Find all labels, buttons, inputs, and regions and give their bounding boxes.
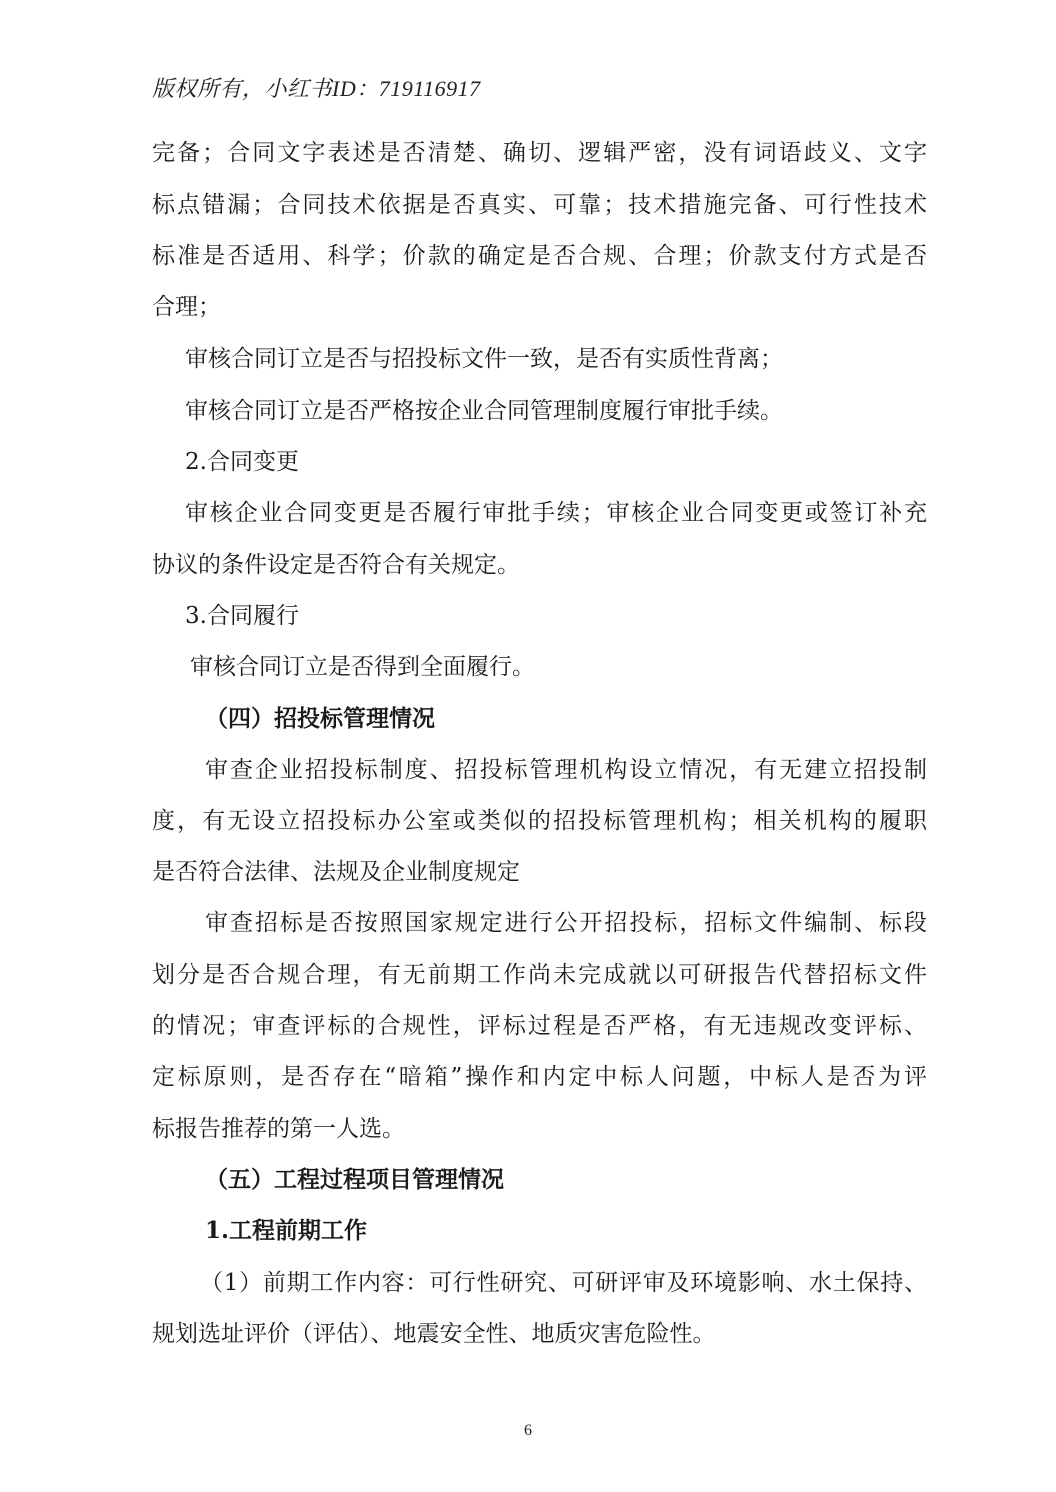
paragraph-line: 审核企业合同变更是否履行审批手续；审核企业合同变更或签订补充: [185, 500, 927, 526]
paragraph-line: （1）前期工作内容：可行性研究、可研评审及环境影响、水土保持、: [200, 1270, 927, 1296]
paragraph-line: 审查企业招投标制度、招投标管理机构设立情况，有无建立招投制: [205, 757, 927, 783]
paragraph-line: 度，有无设立招投标办公室或类似的招投标管理机构；相关机构的履职: [152, 808, 927, 834]
paragraph-line: 审核合同订立是否与招投标文件一致，是否有实质性背离；: [185, 346, 783, 372]
paragraph-line: 划分是否合规合理，有无前期工作尚未完成就以可研报告代替招标文件: [152, 962, 927, 988]
paragraph-line: 审查招标是否按照国家规定进行公开招投标，招标文件编制、标段: [205, 910, 927, 936]
paragraph-line: 审核合同订立是否严格按企业合同管理制度履行审批手续。: [185, 398, 783, 424]
paragraph-line: 定标原则，是否存在“暗箱”操作和内定中标人问题，中标人是否为评: [152, 1064, 927, 1090]
section-heading: 3.合同履行: [185, 603, 299, 629]
paragraph-line: 完备；合同文字表述是否清楚、确切、逻辑严密，没有词语歧义、文字: [152, 140, 927, 166]
page-number: 6: [524, 1422, 532, 1439]
paragraph-line: 标报告推荐的第一人选。: [152, 1116, 405, 1142]
copyright-watermark: 版权所有，小红书ID：719116917: [152, 76, 481, 101]
paragraph-line: 标点错漏；合同技术依据是否真实、可靠；技术措施完备、可行性技术: [152, 192, 927, 218]
paragraph-line: 的情况；审查评标的合规性，评标过程是否严格，有无违规改变评标、: [152, 1013, 927, 1039]
paragraph-line: 协议的条件设定是否符合有关规定。: [152, 552, 520, 578]
paragraph-line: 是否符合法律、法规及企业制度规定: [152, 859, 520, 885]
section-heading-bold: （五）工程过程项目管理情况: [205, 1166, 504, 1193]
section-heading-bold: （四）招投标管理情况: [205, 705, 435, 732]
paragraph-line: 标准是否适用、科学；价款的确定是否合规、合理；价款支付方式是否: [152, 243, 927, 269]
section-heading: 2.合同变更: [185, 449, 299, 475]
section-heading-bold: 1.工程前期工作: [205, 1217, 368, 1244]
paragraph-line: 审核合同订立是否得到全面履行。: [190, 654, 535, 680]
paragraph-line: 合理；: [152, 294, 221, 320]
paragraph-line: 规划选址评价（评估）、地震安全性、地质灾害危险性。: [152, 1321, 716, 1347]
